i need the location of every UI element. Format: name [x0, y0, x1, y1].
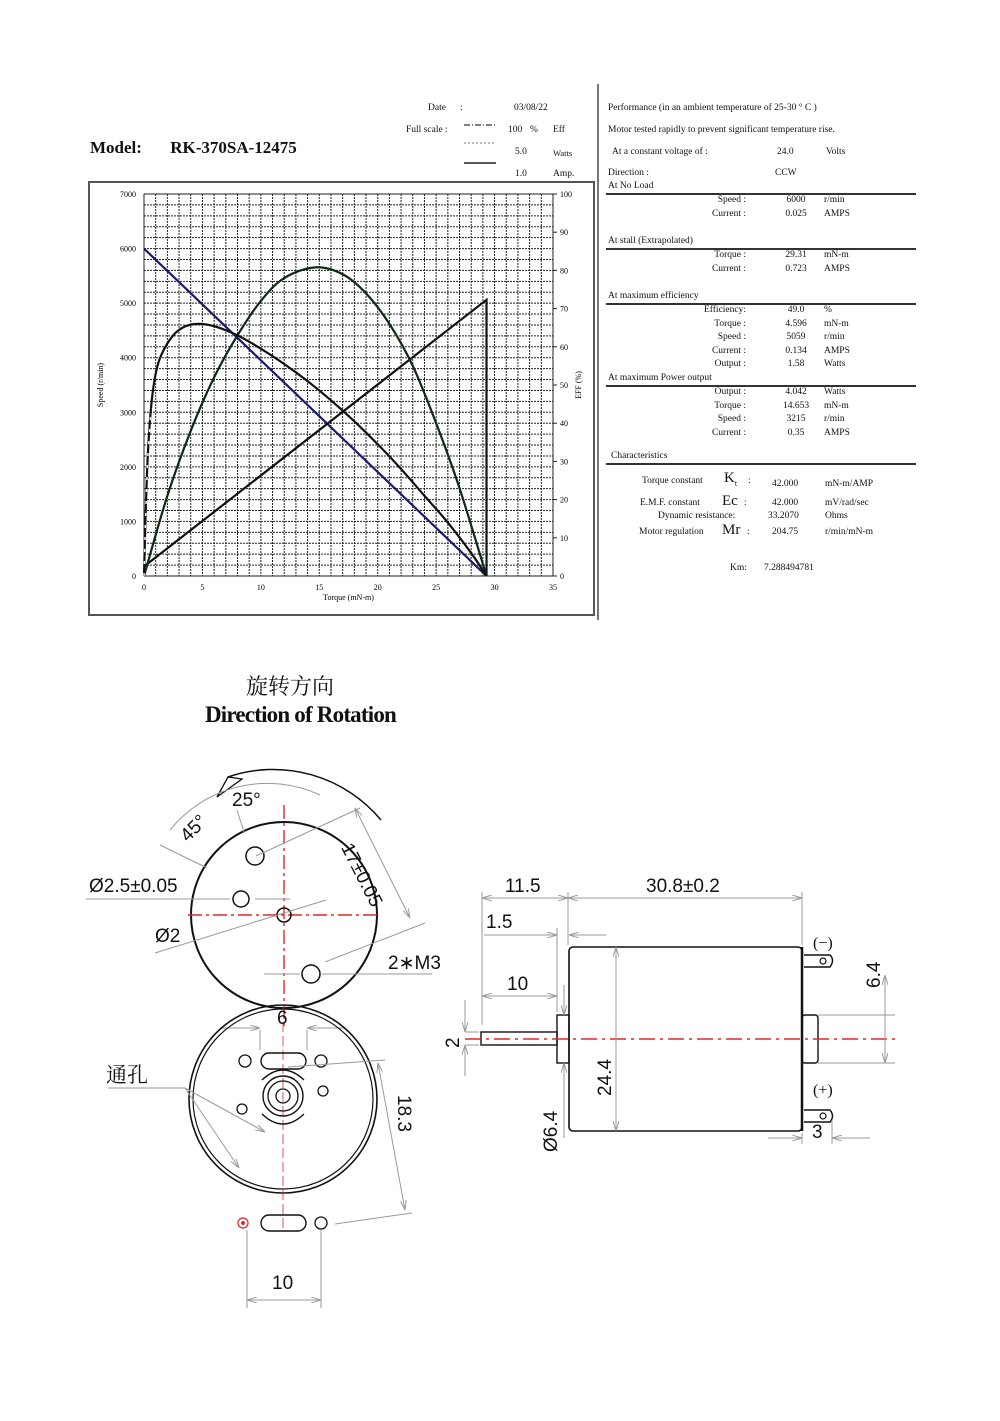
scale-line-samples [462, 122, 498, 166]
scale-watts-name: Watts [553, 148, 573, 158]
series-current [144, 300, 487, 576]
direction-label: Direction : [608, 168, 649, 178]
terminal-negative-label: (−) [813, 935, 833, 952]
perf-row-unit: r/min [824, 414, 845, 425]
dyn-res-label: Dynamic resistance: [658, 511, 736, 521]
rotation-title-cn: 旋转方向 [246, 675, 335, 700]
y-tick-label: 6000 [120, 244, 136, 254]
dyn-res-unit: Ohms [825, 511, 848, 521]
y-tick-label: 5000 [120, 299, 136, 309]
brush-slot-bottom [261, 1215, 306, 1231]
torque-constant-value: 42.000 [772, 479, 799, 489]
perf-row-unit: mN-m [824, 250, 849, 260]
y-tick-label: 0 [132, 572, 136, 581]
dim-boss-dia-label: Ø6.4 [541, 1110, 562, 1152]
emf-symbol: Ec [722, 493, 738, 509]
y-tick-label: 4000 [120, 353, 136, 363]
angle-25-label: 25° [232, 790, 261, 811]
torque-constant-colon: : [748, 476, 751, 486]
perf-row-unit: mN-m [824, 318, 849, 329]
x-tick-label: 20 [373, 583, 382, 592]
x-tick-label: 25 [432, 583, 441, 592]
hole-dia-label: Ø2.5±0.05 [89, 876, 178, 897]
perf-row-key: Output : [714, 387, 746, 397]
screws-label: 2∗M3 [388, 953, 441, 974]
dim-18-3-label: 18.3 [393, 1095, 414, 1132]
x-tick-label: 30 [490, 583, 499, 592]
y-tick-label: 2000 [120, 462, 136, 472]
voltage-value: 24.0 [777, 147, 794, 157]
scale-eff-value: 100 [508, 125, 523, 135]
angle-45-label: 45° [176, 811, 212, 847]
perf-row-key: Speed : [717, 414, 746, 425]
y2-tick-label: 30 [560, 457, 568, 467]
y2-tick-label: 60 [560, 342, 568, 352]
characteristics-title: Characteristics [611, 451, 668, 461]
perf-row-key: Current : [711, 345, 746, 356]
y-axis-label: Speed (r/min) [96, 362, 105, 408]
perf-note: Motor tested rapidly to prevent significant temperature rise. [608, 125, 835, 135]
km-value: 7.288494781 [764, 563, 814, 573]
emf-unit: mV/rad/sec [825, 498, 869, 508]
date-value: 03/08/22 [514, 103, 548, 113]
perf-row-unit: r/min [824, 195, 845, 205]
dim-1-5-label: 1.5 [486, 912, 513, 933]
emf-colon: : [744, 498, 747, 508]
perf-row-value: 3215 [786, 414, 806, 425]
perf-row-value: 5059 [786, 332, 806, 343]
perf-row-value: 0.025 [785, 208, 807, 219]
perf-row-unit: Watts [824, 359, 846, 370]
model-heading [90, 138, 297, 158]
terminal-negative [804, 955, 833, 967]
torque-constant-unit: mN-m/AMP [825, 479, 874, 489]
perf-title: Performance (in an ambient temperature of 25-30 ° C ) [608, 103, 817, 113]
perf-row-key: Efficiency: [703, 305, 746, 315]
perf-row-key: Torque : [714, 400, 746, 411]
model-label: Model: [90, 138, 142, 157]
max-power-title: At maximum Power output [608, 373, 712, 383]
perf-row-unit: AMPS [824, 263, 850, 274]
rear-dim-10-label: 10 [272, 1273, 294, 1294]
x-tick-label: 5 [200, 583, 205, 592]
date-label: Date [428, 103, 446, 113]
front-view [86, 783, 432, 1050]
mr-colon: : [747, 527, 750, 537]
rear-view [108, 1005, 412, 1308]
dim-24-4-label: 24.4 [595, 1059, 616, 1096]
performance-chart [90, 183, 593, 614]
scale-amp-name: Amp. [553, 169, 575, 179]
perf-row-unit: % [824, 305, 832, 315]
y2-tick-label: 40 [560, 419, 568, 429]
rear-18-3-dimension [378, 1063, 405, 1210]
scale-eff-pct: % [530, 125, 538, 135]
dim-3-label: 3 [812, 1122, 823, 1143]
perf-row-value: 49.0 [787, 305, 805, 315]
perf-row-unit: r/min [824, 332, 845, 343]
dim-2-label: 2 [443, 1037, 464, 1048]
perf-row-value: 0.134 [785, 345, 807, 356]
vent-hole-left [233, 891, 249, 907]
terminal-positive-label: (+) [813, 1082, 833, 1099]
perf-row-unit: AMPS [824, 208, 850, 219]
mr-unit: r/min/mN-m [825, 527, 874, 537]
mr-symbol: Mr [722, 522, 741, 538]
y2-tick-label: 50 [560, 381, 568, 390]
side-view [465, 892, 900, 1144]
through-hole-label: 通孔 [106, 1063, 148, 1087]
scale-watts-value: 5.0 [515, 147, 527, 157]
pcd-label: 17±0.05 [336, 840, 387, 911]
x-tick-label: 10 [256, 583, 265, 592]
rotation-title-en: Direction of Rotation [205, 702, 397, 727]
voltage-label: At a constant voltage of : [612, 147, 708, 157]
perf-row-key: Current : [711, 427, 746, 438]
y-tick-label: 7000 [120, 190, 136, 199]
perf-row-value: 14.653 [782, 400, 810, 411]
mechanical-drawing [0, 640, 1000, 1340]
perf-row-unit: Watts [824, 387, 846, 397]
perf-row-value: 4.596 [785, 318, 807, 329]
date-colon: : [460, 103, 463, 113]
perf-row-value: 0.35 [787, 427, 805, 438]
y2-tick-label: 20 [560, 495, 568, 505]
full-scale-label: Full scale : [406, 125, 448, 135]
series-efficiency [144, 324, 487, 576]
x-tick-label: 35 [549, 583, 557, 592]
scale-amp-value: 1.0 [515, 169, 527, 179]
direction-value: CCW [775, 168, 797, 178]
perf-row-unit: mN-m [824, 400, 849, 411]
shaft-dia-leader [155, 900, 326, 953]
model-value: RK-370SA-12475 [170, 138, 297, 157]
km-label: Km: [730, 563, 747, 573]
perf-row-unit: AMPS [824, 427, 850, 438]
perf-row-value: 0.723 [785, 263, 807, 274]
stall-title: At stall (Extrapolated) [608, 236, 693, 246]
y2-tick-label: 0 [560, 572, 564, 581]
emf-value: 42.000 [772, 498, 799, 508]
y2-tick-label: 90 [560, 228, 568, 238]
no-load-title: At No Load [608, 181, 654, 191]
perf-row-value: 4.042 [785, 387, 807, 397]
dim-6-4-label: 6.4 [864, 961, 885, 988]
y2-tick-label: 100 [560, 190, 572, 199]
dyn-res-value: 33.2070 [768, 511, 799, 521]
terminal-positive [804, 1110, 833, 1122]
dim-11-5-label: 11.5 [505, 876, 541, 897]
mr-label: Motor regulation [639, 527, 704, 537]
voltage-unit: Volts [826, 147, 846, 157]
perf-row-key: Speed : [717, 332, 746, 343]
max-eff-title: At maximum efficiency [608, 291, 699, 301]
dim-10-label: 10 [507, 974, 529, 995]
y2-tick-label: 80 [560, 266, 568, 276]
y-tick-label: 3000 [120, 408, 136, 418]
section-divider [597, 84, 599, 620]
shaft-dia-label: Ø2 [155, 926, 181, 947]
perf-row-key: Output : [714, 359, 746, 370]
perf-row-key: Speed : [717, 195, 746, 205]
x-tick-label: 15 [315, 583, 324, 592]
y-tick-label: 1000 [120, 517, 136, 527]
y2-tick-label: 70 [560, 304, 568, 314]
perf-row-key: Torque : [714, 250, 746, 260]
emf-label: E.M.F. constant [640, 498, 700, 508]
vent-hole-top [246, 847, 264, 865]
torque-constant-symbol: $K_t$ [724, 470, 738, 488]
screw-hole-m3 [302, 965, 320, 983]
perf-row-key: Current : [711, 263, 746, 274]
perf-row-value: 6000 [786, 195, 806, 205]
torque-constant-label: Torque constant [642, 476, 703, 486]
perf-row-key: Torque : [714, 318, 746, 329]
perf-row-value: 1.58 [787, 359, 805, 370]
y2-axis-label: EFF (%) [574, 371, 583, 399]
dim-30-8-label: 30.8±0.2 [646, 876, 720, 897]
x-tick-label: 0 [142, 583, 146, 592]
width-6-label: 6 [277, 1008, 288, 1029]
rule-characteristics [606, 463, 916, 465]
perf-row-key: Current : [711, 208, 746, 219]
y2-tick-label: 10 [560, 533, 568, 543]
scale-eff-name: Eff [553, 125, 565, 135]
mr-value: 204.75 [772, 527, 799, 537]
x-axis-label: Torque (mN-m) [323, 593, 374, 602]
perf-row-unit: AMPS [824, 345, 850, 356]
perf-row-value: 29.31 [785, 250, 807, 260]
